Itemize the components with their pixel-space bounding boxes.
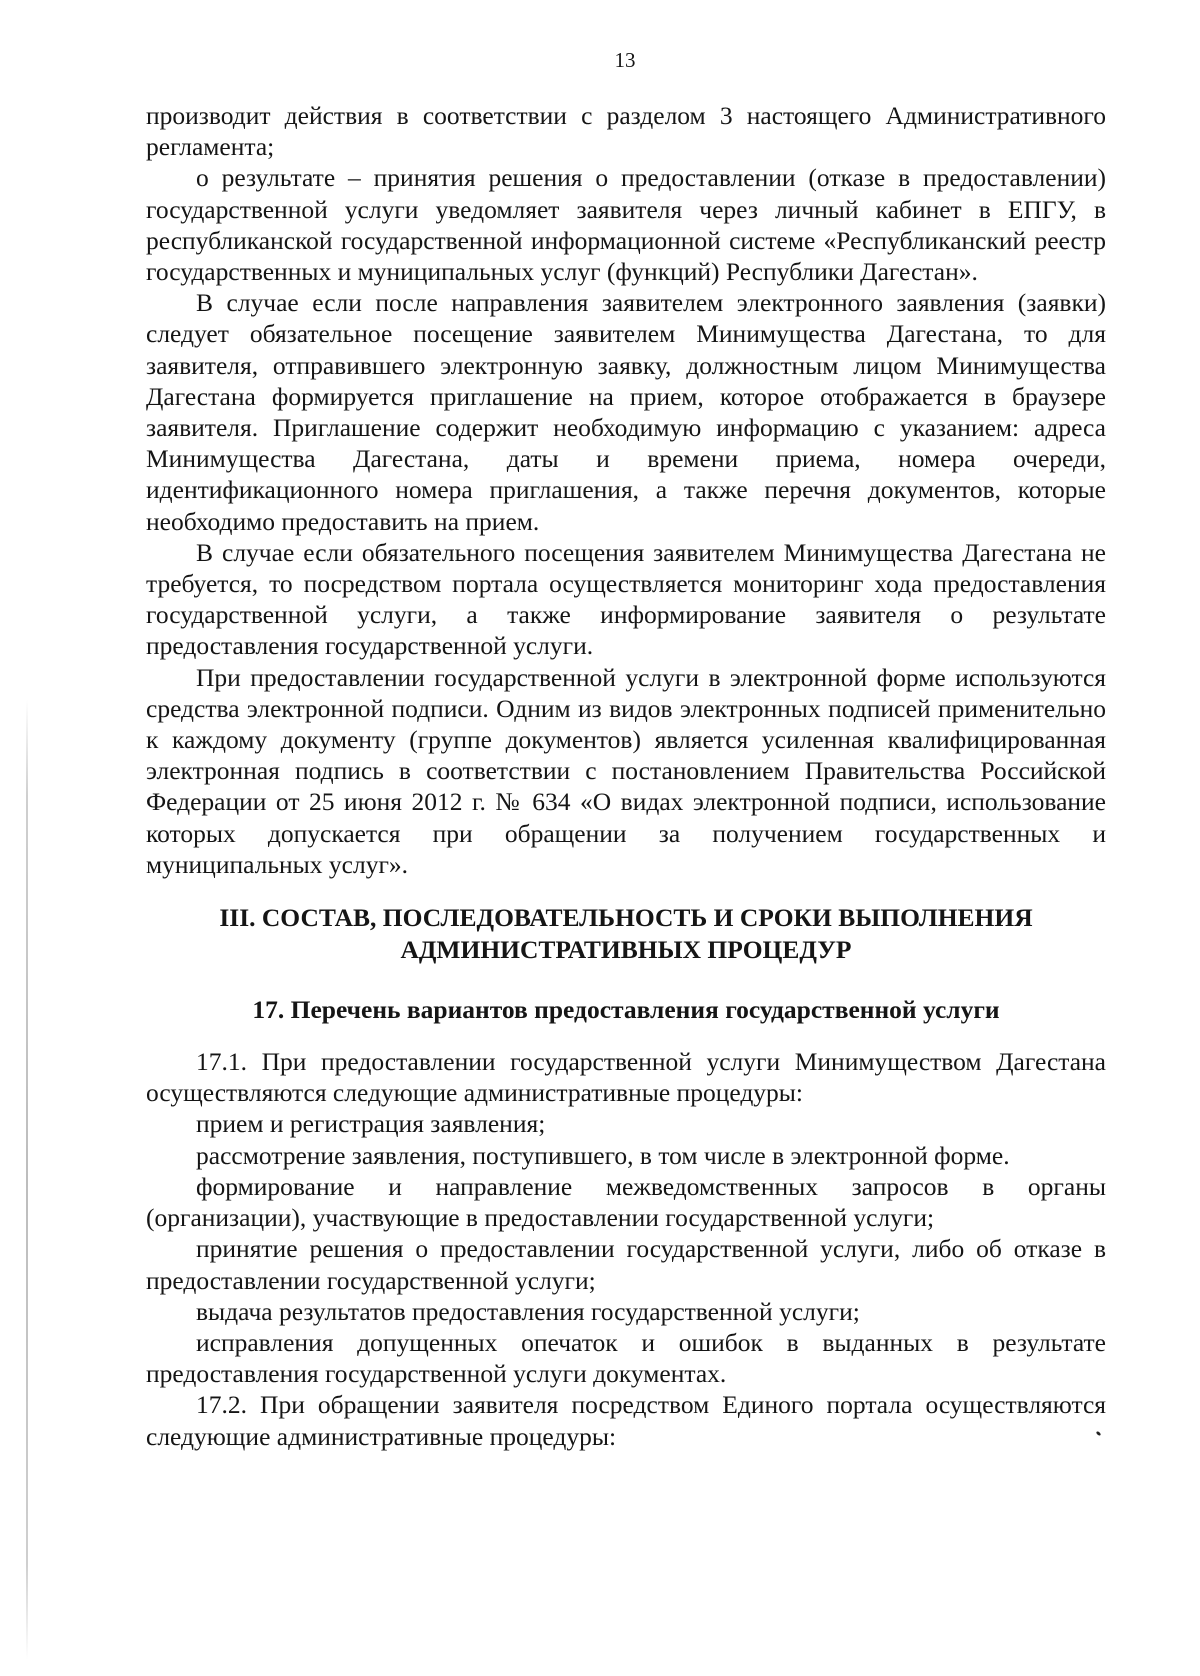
- paragraph-continuation: производит действия в соответствии с разделом 3 настоящего Административного регламента;: [146, 101, 1106, 162]
- list-item-procedure: прием и регистрация заявления;: [196, 1109, 546, 1139]
- list-item-procedure: формирование и направление межведомственных запросов в органы (организации), участвующие в предоставлении государственной услуги;: [146, 1171, 1106, 1233]
- document-body: [146, 100, 1106, 1452]
- paragraph-17-2: 17.2. При обращении заявителя посредством Единого портала осуществляются следующие административные процедуры:: [146, 1390, 1106, 1451]
- section-heading-line-1: III. СОСТАВ, ПОСЛЕДОВАТЕЛЬНОСТЬ И СРОКИ ВЫПОЛНЕНИЯ: [219, 903, 1033, 933]
- list-item-procedure: исправления допущенных опечаток и ошибок в выданных в результате предоставления государственной услуги документах.: [146, 1327, 1106, 1389]
- section-heading: [146, 902, 1106, 966]
- list-item-procedure: выдача результатов предоставления государственной услуги;: [196, 1296, 860, 1326]
- paragraph-electronic-signature: При предоставлении государственной услуги в электронной форме используются средства электронной подписи. Одним из видов электронных подписей применительно к каждому документу (группе документов) является усиленная квалифицированная электронная подпись в соответствии с постановлением Правительства Российской Федерации от 25 июня 2012 г. № 634 «О видах электронной подписи, использование которых допускается при обращении за получением государственных и муниципальных услуг».: [146, 662, 1106, 879]
- paragraph-17-1: 17.1. При предоставлении государственной услуги Минимуществом Дагестана осуществляются следующие административные процедуры:: [146, 1047, 1106, 1108]
- section-heading-line-2: АДМИНИСТРАТИВНЫХ ПРОЦЕДУР: [400, 935, 852, 965]
- paragraph-monitoring: В случае если обязательного посещения заявителем Минимущества Дагестана не требуется, то посредством портала осуществляется мониторинг хода предоставления государственной услуги, а также информирование заявителя о результате предоставления государственной услуги.: [146, 537, 1106, 661]
- scan-edge-line: [26, 700, 28, 1660]
- list-item-procedure: рассмотрение заявления, поступившего, в том числе в электронной форме.: [196, 1140, 1010, 1170]
- paragraph-notification: о результате – принятия решения о предоставлении (отказе в предоставлении) государственной услуги уведомляет заявителя через личный кабинет в ЕПГУ, в республиканской государственной информационной системе «Республиканский реестр государственных и муниципальных услуг (функций) Республики Дагестан».: [146, 163, 1106, 287]
- page-number: 13: [614, 48, 636, 72]
- paragraph-invitation: В случае если после направления заявителем электронного заявления (заявки) следует обязательное посещение заявителем Минимущества Дагестана, то для заявителя, отправившего электронную заявку, должностным лицом Минимущества Дагестана формируется приглашение на прием, которое отображается в браузере заявителя. Приглашение содержит необходимую информацию с указанием: адреса Минимущества Дагестана, даты и времени приема, номера очереди, идентификационного номера приглашения, а также перечня документов, которые необходимо предоставить на прием.: [146, 288, 1106, 536]
- list-item-procedure: принятие решения о предоставлении государственной услуги, либо об отказе в предоставлении государственной услуги;: [146, 1234, 1106, 1295]
- subsection-heading: 17. Перечень вариантов предоставления государственной услуги: [252, 995, 1000, 1025]
